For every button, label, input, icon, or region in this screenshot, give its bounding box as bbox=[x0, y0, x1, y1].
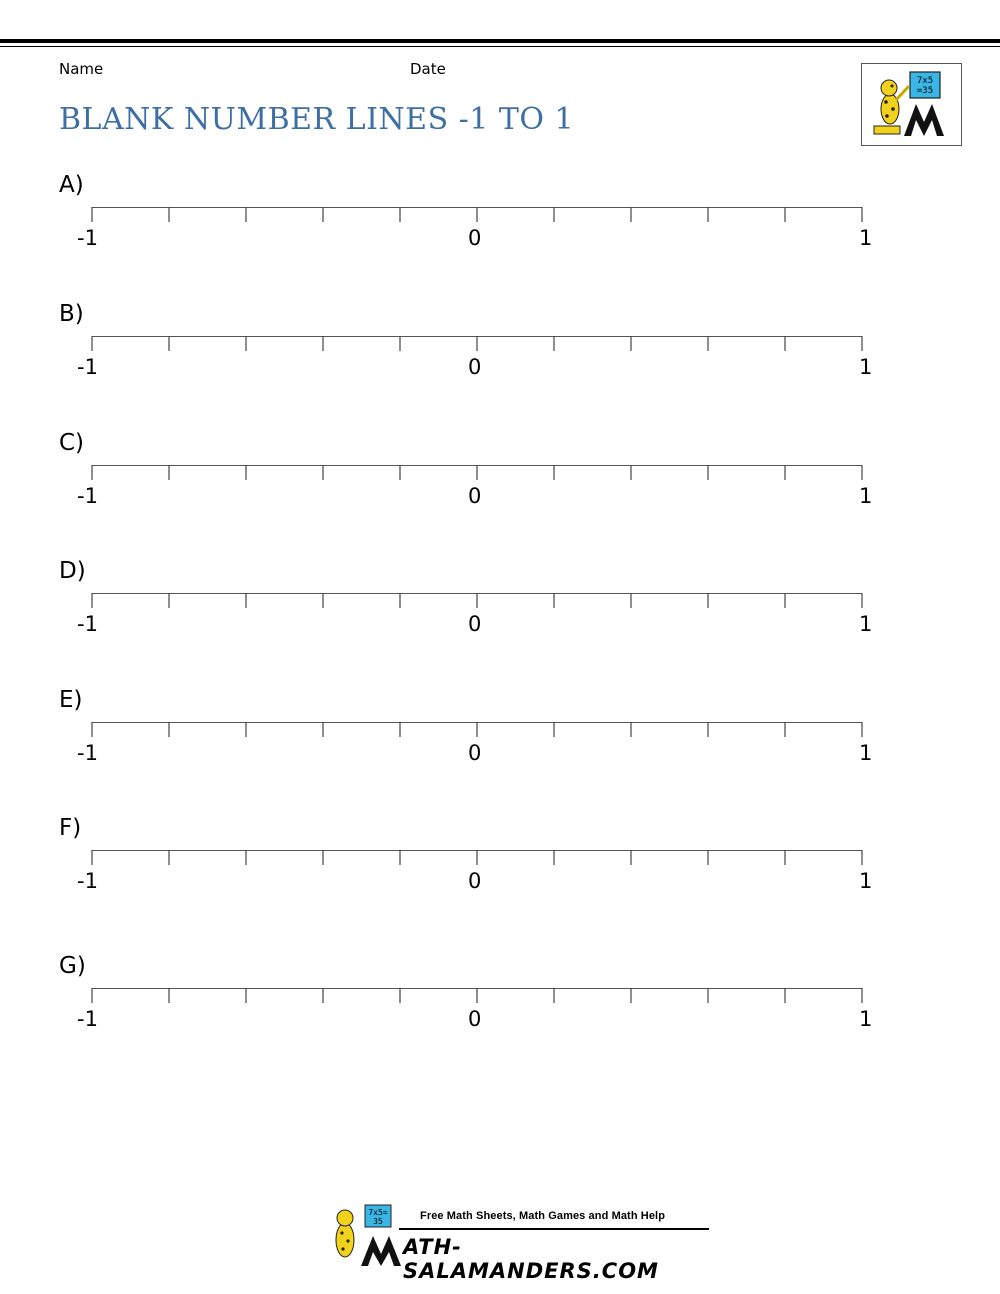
logo-graphic bbox=[862, 64, 963, 147]
top-rule-thin bbox=[0, 46, 1000, 47]
tick-label-middle: 0 bbox=[468, 484, 482, 508]
tick-label-right: 1 bbox=[859, 869, 873, 893]
footer-sum-line1: 7x5= bbox=[368, 1208, 388, 1217]
number-line bbox=[0, 464, 1000, 524]
problem-label: B) bbox=[59, 301, 84, 327]
problem-label: A) bbox=[59, 172, 84, 198]
tick-label-right: 1 bbox=[859, 484, 873, 508]
footer-m-letter bbox=[361, 1236, 401, 1266]
logo-desk bbox=[874, 126, 900, 134]
tick-label-left: -1 bbox=[77, 741, 98, 765]
footer-salamander-icon bbox=[325, 1200, 405, 1272]
logo-salamander-arm bbox=[896, 86, 909, 100]
tick-label-left: -1 bbox=[77, 612, 98, 636]
tick-label-left: -1 bbox=[77, 1007, 98, 1031]
top-rule-thick bbox=[0, 39, 1000, 43]
number-line bbox=[0, 206, 1000, 266]
tick-label-middle: 0 bbox=[468, 612, 482, 636]
tick-label-left: -1 bbox=[77, 869, 98, 893]
logo-m-letter bbox=[904, 104, 944, 136]
tick-label-middle: 0 bbox=[468, 226, 482, 250]
problem-label: E) bbox=[59, 687, 83, 713]
tick-label-right: 1 bbox=[859, 612, 873, 636]
tick-label-middle: 0 bbox=[468, 869, 482, 893]
page-title: BLANK NUMBER LINES -1 TO 1 bbox=[59, 102, 575, 137]
tick-label-middle: 0 bbox=[468, 741, 482, 765]
problem-label: D) bbox=[59, 558, 86, 584]
tick-label-left: -1 bbox=[77, 226, 98, 250]
footer-site-name: ATH-SALAMANDERS.COM bbox=[403, 1235, 659, 1283]
problem-label: G) bbox=[59, 953, 86, 979]
logo-sum-line1: 7x5 bbox=[916, 76, 934, 86]
footer-sum-line2: 35 bbox=[373, 1217, 383, 1226]
tick-label-right: 1 bbox=[859, 355, 873, 379]
logo-salamander-head bbox=[881, 80, 897, 96]
salamander-teacher-logo-icon bbox=[861, 63, 962, 146]
tick-label-right: 1 bbox=[859, 226, 873, 250]
footer-logo bbox=[325, 1200, 715, 1283]
number-line bbox=[0, 987, 1000, 1047]
date-label: Date bbox=[410, 60, 446, 78]
number-line bbox=[0, 721, 1000, 781]
footer-tagline: Free Math Sheets, Math Games and Math Help bbox=[420, 1210, 666, 1222]
tick-label-left: -1 bbox=[77, 484, 98, 508]
number-line bbox=[0, 849, 1000, 909]
footer-divider bbox=[399, 1228, 709, 1230]
number-line bbox=[0, 335, 1000, 395]
tick-label-right: 1 bbox=[859, 1007, 873, 1031]
number-line bbox=[0, 592, 1000, 652]
name-label: Name bbox=[59, 60, 104, 78]
logo-sum-line2: =35 bbox=[916, 86, 934, 96]
problem-label: F) bbox=[59, 815, 82, 841]
tick-label-middle: 0 bbox=[468, 1007, 482, 1031]
tick-label-right: 1 bbox=[859, 741, 873, 765]
tick-label-left: -1 bbox=[77, 355, 98, 379]
tick-label-middle: 0 bbox=[468, 355, 482, 379]
problem-label: C) bbox=[59, 430, 85, 456]
